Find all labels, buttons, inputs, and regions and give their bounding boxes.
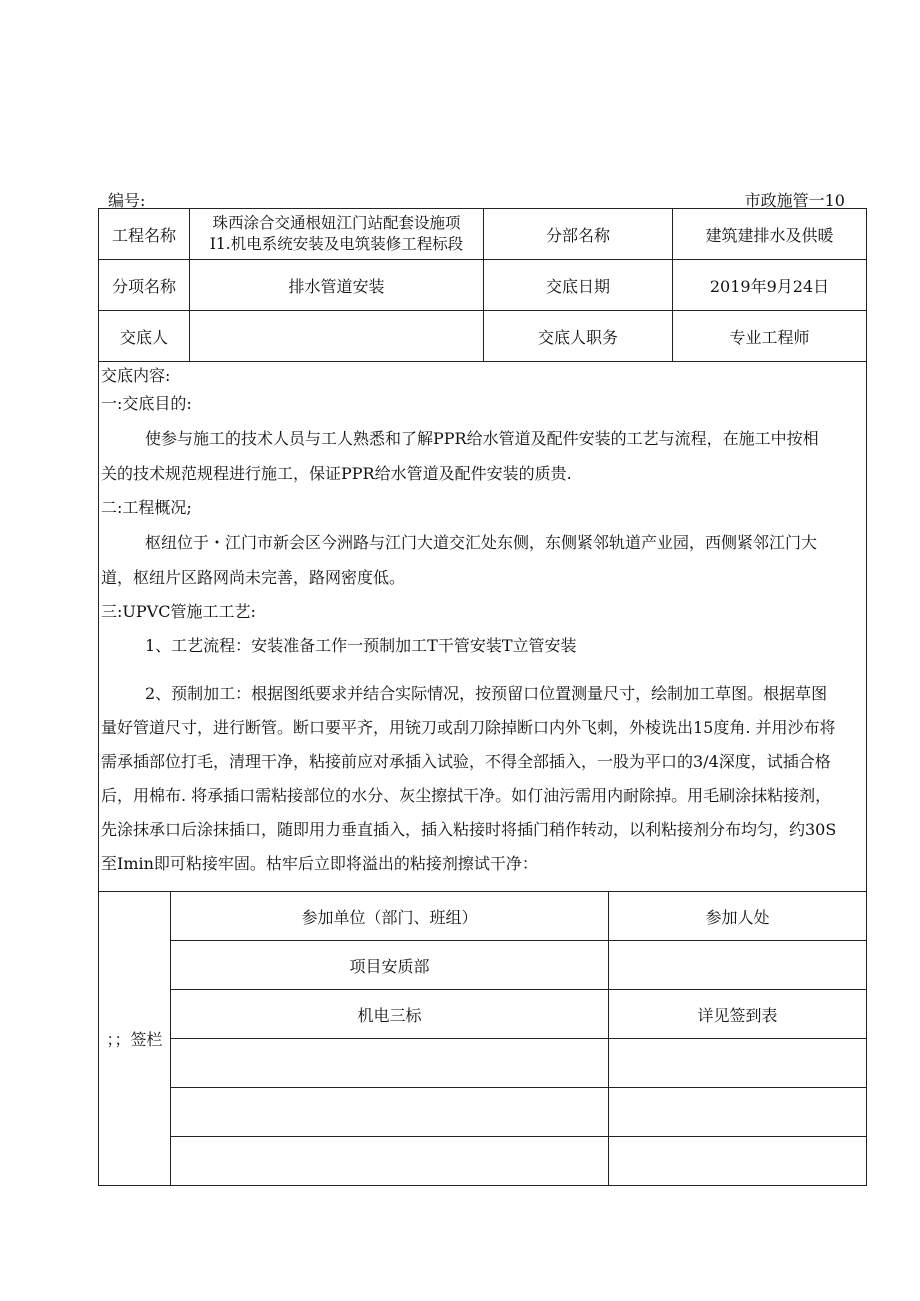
person-row: [99, 311, 866, 362]
disclosure-table: [98, 208, 867, 1186]
section-2-heading: 二:工程概况;: [101, 498, 192, 517]
item-label: 分项名称: [99, 260, 190, 310]
item-row: [99, 260, 866, 311]
person-value: [190, 311, 484, 361]
section-2-line2: 道，枢纽片区路网尚未完善，路网密度低。: [101, 568, 406, 587]
signature-grid: [171, 892, 866, 1185]
project-name-line2: I1.机电系统安装及电筑装修工程标段: [209, 235, 464, 253]
section-3-heading: 三:UPVC管施工工艺:: [101, 602, 256, 621]
table-row: [171, 1088, 866, 1137]
section-3-step2-line5: 先涂抹承口后涂抹插口，随即用力垂直插入，插入粘接时将插门稍作转动，以利粘接剂分布均匀，约30S: [101, 820, 837, 839]
section-2-line1: 枢纽位于・江门市新会区今洲路与江门大道交汇处东侧，东侧紧邻轨道产业园，西侧紧邻江门大: [145, 533, 818, 552]
section-3-step2-line2: 量好管道尺寸，进行断管。断口要平齐，用铳刀或刮刀除掉断口内外飞刺，外棱诜出15度角. 并用沙布将: [101, 718, 836, 737]
date-value: 2019年9月24日: [709, 276, 830, 296]
document-code: 市政施管一10: [744, 191, 845, 210]
project-row: [99, 209, 866, 260]
signature-label: ；；签栏: [99, 892, 171, 1185]
table-row: [171, 990, 866, 1039]
person-label: 交底人: [99, 311, 190, 361]
table-row: [171, 1137, 866, 1185]
section-3-step2-line3: 需承插部位打毛，清理干净，粘接前应对承插入试验，不得全部插入，一股为平口的3/4深度，试插合格: [101, 752, 831, 771]
people-cell: [609, 1088, 866, 1136]
content-title: 交底内容:: [101, 366, 171, 385]
signature-section: [99, 892, 866, 1185]
item-value: 排水管道安装: [190, 260, 484, 310]
date-label: 交底日期: [484, 260, 673, 310]
section-1-line1: 使参与施工的技术人员与工人熟悉和了解PPR给水管道及配件安装的工艺与流程，在施工中按相: [145, 429, 819, 448]
table-row: [171, 941, 866, 990]
unit-cell: 机电三标: [171, 990, 609, 1038]
section-3-step2-line1: 2、预制加工：根据图纸要求并结合实际情况，按预留口位置测量尺寸，绘制加工草图。根据草图: [145, 684, 828, 703]
section-1-heading: 一:交底目的:: [101, 394, 192, 413]
section-1-line2: 关的技术规范规程进行施工，保证PPR给水管道及配件安装的质贵.: [101, 464, 572, 483]
project-name-line1: 珠西涂合交通根妞江门站配套设施项: [212, 214, 461, 232]
section-3-step1: 1、工艺流程：安装准备工作一预制加工T干管安装T立管安装: [145, 636, 577, 655]
content-section: [99, 362, 866, 892]
number-label: 编号:: [108, 191, 146, 210]
people-cell: [609, 941, 866, 989]
division-label: 分部名称: [484, 209, 673, 259]
people-cell: 详见签到表: [697, 1005, 778, 1025]
project-name-label: 工程名称: [99, 209, 190, 259]
division-value: 建筑建排水及供暖: [705, 225, 834, 245]
unit-cell: [171, 1088, 609, 1136]
project-name-value: [190, 209, 484, 259]
people-cell: [609, 1039, 866, 1087]
section-3-step2-line4: 后，用棉布. 将承插口需粘接部位的水分、灰尘擦拭干净。如仃油污需用内耐除掉。用毛刷涂抹粘接剂，: [101, 786, 832, 805]
role-label: 交底人职务: [484, 311, 673, 361]
unit-cell: [171, 1039, 609, 1087]
unit-cell: [171, 1137, 609, 1185]
role-value: 专业工程师: [729, 327, 810, 347]
unit-header: 参加单位（部门、班组）: [171, 892, 609, 940]
signature-header-row: [171, 892, 866, 941]
table-row: [171, 1039, 866, 1088]
unit-cell: 项目安质部: [171, 941, 609, 989]
people-cell: [609, 1137, 866, 1185]
people-header: 参加人处: [705, 907, 770, 927]
section-3-step2-line6: 至Imin即可粘接牢固。枯牢后立即将溢出的粘接剂擦试干净：: [101, 854, 538, 873]
